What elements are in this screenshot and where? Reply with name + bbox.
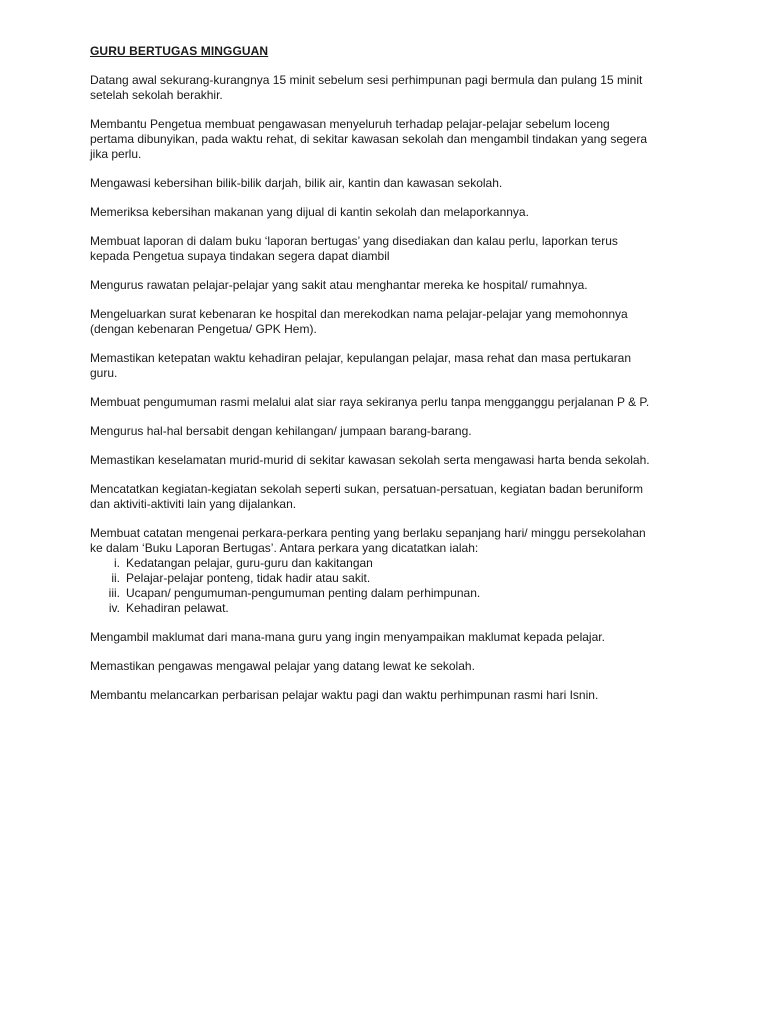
- duty-paragraph-4: Memeriksa kebersihan makanan yang dijual di kantin sekolah dan melaporkannya.: [90, 205, 529, 219]
- list-item-number: i.: [114, 556, 120, 570]
- list-item-number: iii.: [108, 586, 120, 600]
- list-item: [90, 556, 688, 571]
- duty-paragraph-8: Memastikan ketepatan waktu kehadiran pelajar, kepulangan pelajar, masa rehat dan masa pertukaran guru.: [90, 351, 632, 380]
- duty-paragraph-3: Mengawasi kebersihan bilik-bilik darjah, bilik air, kantin dan kawasan sekolah.: [90, 176, 503, 190]
- list-item: [90, 586, 688, 601]
- duty-paragraph-14: Mengambil maklumat dari mana-mana guru yang ingin menyampaikan maklumat kepada pelajar.: [90, 630, 605, 644]
- duty-paragraph-9: Membuat pengumuman rasmi melalui alat siar raya sekiranya perlu tanpa mengganggu perjalanan P & P.: [90, 395, 650, 409]
- duty-paragraph-15: Memastikan pengawas mengawal pelajar yang datang lewat ke sekolah.: [90, 659, 475, 673]
- duty-paragraph-2: Membantu Pengetua membuat pengawasan menyeluruh terhadap pelajar-pelajar sebelum loceng pertama dibunyikan, pada waktu rehat, di sekitar kawasan sekolah dan mengambil tindakan yang segera jika perlu.: [90, 117, 648, 161]
- list-item: [90, 601, 688, 616]
- duty-paragraph-1: Datang awal sekurang-kurangnya 15 minit sebelum sesi perhimpunan pagi bermula dan pulang 15 minit setelah sekolah berakhir.: [90, 73, 643, 102]
- duty-paragraph-7: Mengeluarkan surat kebenaran ke hospital dan merekodkan nama pelajar-pelajar yang memohonnya (dengan kebenaran Pengetua/ GPK Hem).: [90, 307, 628, 336]
- list-item-number: ii.: [111, 571, 120, 585]
- duty-paragraph-11: Memastikan keselamatan murid-murid di sekitar kawasan sekolah serta mengawasi harta benda sekolah.: [90, 453, 650, 467]
- list-item-number: iv.: [108, 601, 120, 615]
- list-item-text: Kedatangan pelajar, guru-guru dan kakitangan: [126, 556, 373, 570]
- duty-paragraph-10: Mengurus hal-hal bersabit dengan kehilangan/ jumpaan barang-barang.: [90, 424, 472, 438]
- duty-paragraph-6: Mengurus rawatan pelajar-pelajar yang sakit atau menghantar mereka ke hospital/ rumahnya.: [90, 278, 588, 292]
- list-item-text: Kehadiran pelawat.: [126, 601, 229, 615]
- recorded-items-list: [90, 556, 688, 616]
- list-item: [90, 571, 688, 586]
- duty-paragraph-16: Membantu melancarkan perbarisan pelajar waktu pagi dan waktu perhimpunan rasmi hari Isnin.: [90, 688, 599, 702]
- duty-paragraph-5: Membuat laporan di dalam buku ‘laporan bertugas’ yang disediakan dan kalau perlu, laporkan terus kepada Pengetua supaya tindakan segera dapat diambil: [90, 234, 618, 263]
- list-item-text: Pelajar-pelajar ponteng, tidak hadir atau sakit.: [126, 571, 371, 585]
- list-item-text: Ucapan/ pengumuman-pengumuman penting dalam perhimpunan.: [126, 586, 481, 600]
- duty-paragraph-13: Membuat catatan mengenai perkara-perkara penting yang berlaku sepanjang hari/ minggu persekolahan ke dalam ‘Buku Laporan Bertugas’. Antara perkara yang dicatatkan ialah:: [90, 526, 646, 555]
- document-title: GURU BERTUGAS MINGGUAN: [90, 44, 269, 58]
- duty-paragraph-12: Mencatatkan kegiatan-kegiatan sekolah seperti sukan, persatuan-persatuan, kegiatan badan beruniform dan aktiviti-aktiviti lain yang dijalankan.: [90, 482, 644, 511]
